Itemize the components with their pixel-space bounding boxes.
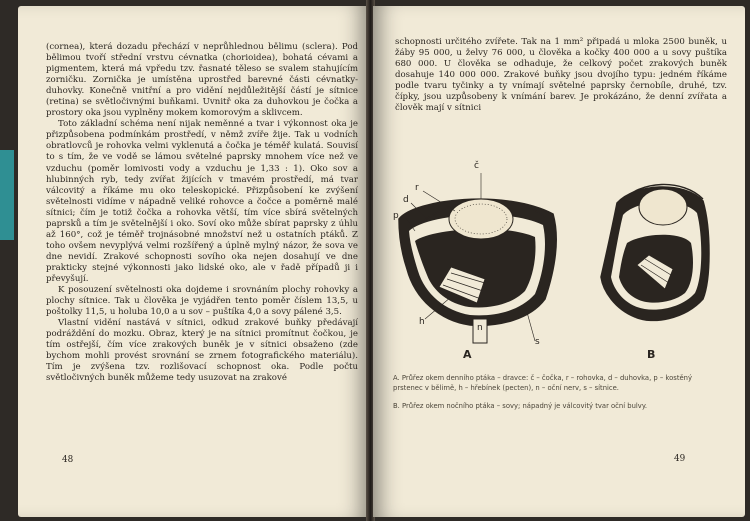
paragraph: schopnosti určitého zvířete. Tak na 1 mm² připadá u mloka 2500 buněk, u žáby 95 000, u želvy 76 000, u člověka a kočky 400 000 a u sovy puštíka 680 000. U člověka se odhaduje, že celkový počet zrakových buněk dosahuje 140 000 000. Zrakové buňky jsou dvojího typu: jedném říkáme podle tvaru tyčinky a ty vnímají světelné paprsky černobíle, druhé, tzv. čípky, jsou uzpůsobeny k vnímání barev. Je prokázáno, že denní zvířata a člověk mají v sítnici [395, 37, 727, 114]
bookmark-tab [0, 150, 14, 240]
eye-cross-section-figure [385, 159, 725, 369]
label-c: č [474, 161, 479, 171]
panel-a-label: A [463, 348, 472, 361]
paragraph: Toto základní schéma není nijak neměnné a tvar i výkonnost oka je přizpůsobena podmínkám prostředí, v němž zvíře žije. Tak u vodních obratlovců je rohovka velmi vyklenutá a čočka je téměř kulatá. Souvisí to s tím, že ve vodě se lámou světelné paprsky mnohem více než ve vzduchu (poměr lomivosti vody a vzduchu je 1,33 : 1). Oko sov a hlubinných ryb, tedy zvířat žijících v tmavém prostředí, má tvar válcovitý a říkáme mu oko teleskopické. Přizpůsobení ke zvýšení světelnosti vidíme v nápadně veliké rohovce a čočce a poměrně malé sítnici; čím je totiž čočka a rohovka větší, tím více sbírá světelných paprsků a tím je světelnější i oko. Soví oko může sbírat paprsky z úhlu až 160°, což je téměř trojnásobné množství než u ostatních ptáků. Z toho ovšem nevyplývá velmi rozšířený a úplně mylný názor, že sova ve dne nevidí. Zrakové schopnosti sovího oka nejen dosahují ve dne prakticky stejné výkonnosti jako lidské oko, ale v řadě případů ji i převyšují. [46, 119, 358, 284]
right-page [373, 6, 745, 517]
label-d: d [403, 195, 409, 205]
left-page [18, 6, 368, 517]
caption-a: A. Průřez okem denního ptáka – dravce: č – čočka, r – rohovka, d – duhovka, p – kostěný prstenec v bělimě, h – hřebínek (pecten), n – oční nerv, s – sítnice. [393, 374, 692, 392]
panel-b-label: B [647, 348, 656, 361]
eye-diagrams-svg [385, 159, 725, 369]
paragraph: K posouzení světelnosti oka dojdeme i srovnáním plochy rohovky a plochy sítnice. Tak u člověka je vyjádřen tento poměr číslem 13,5, u poštolky 11,5, u holuba 10,0 a u sov – puštíka 4,0 a sovy pálené 3,5. [46, 285, 358, 318]
page-number: 48 [62, 455, 74, 465]
label-s: s [535, 337, 540, 347]
label-r: r [415, 183, 419, 193]
label-p: p [393, 211, 399, 221]
label-h: h [419, 317, 425, 327]
left-page-text [46, 42, 358, 384]
paragraph: Vlastní vidění nastává v sítnici, odkud zrakové buňky předávají podráždění do mozku. Obraz, který je na sítnici promítnut čočkou, je tím ostřejší, čím více zrakových buněk je v sítnici obsaženo (zde bychom mohli provést srovnání se zrnem fotografického materiálu). Tím je zvýšena tzv. rozlišovací schopnost oka. Podle počtu světločivných buněk můžeme tedy usuzovat na zrakové [46, 318, 358, 384]
paragraph: (cornea), která dozadu přechází v neprůhlednou bělimu (sclera). Pod bělimou tvoří střední vrstvu cévnatka (chorioidea), bohatá cévami a pigmentem, která má vpředu tzv. řasnaté těleso se svalem stahujícím zorničku. Zornička je umístěna uprostřed barevné části cévnatky-duhovky. Konečně vnitřní a pro vidění nejdůležitější částí je sítnice (retina) se světločivnými buňkami. Uvnitř oka za duhovkou je čočka a prostory oka jsou vyplněny mokem komorovým a sklivcem. [46, 42, 358, 119]
page-number: 49 [674, 454, 686, 464]
figure-captions [393, 374, 723, 421]
caption-b: B. Průřez okem nočního ptáka – sovy; nápadný je válcovitý tvar oční bulvy. [393, 402, 648, 410]
right-page-text [395, 37, 727, 114]
eye-b-diagram [601, 184, 709, 320]
label-n: n [477, 323, 483, 333]
